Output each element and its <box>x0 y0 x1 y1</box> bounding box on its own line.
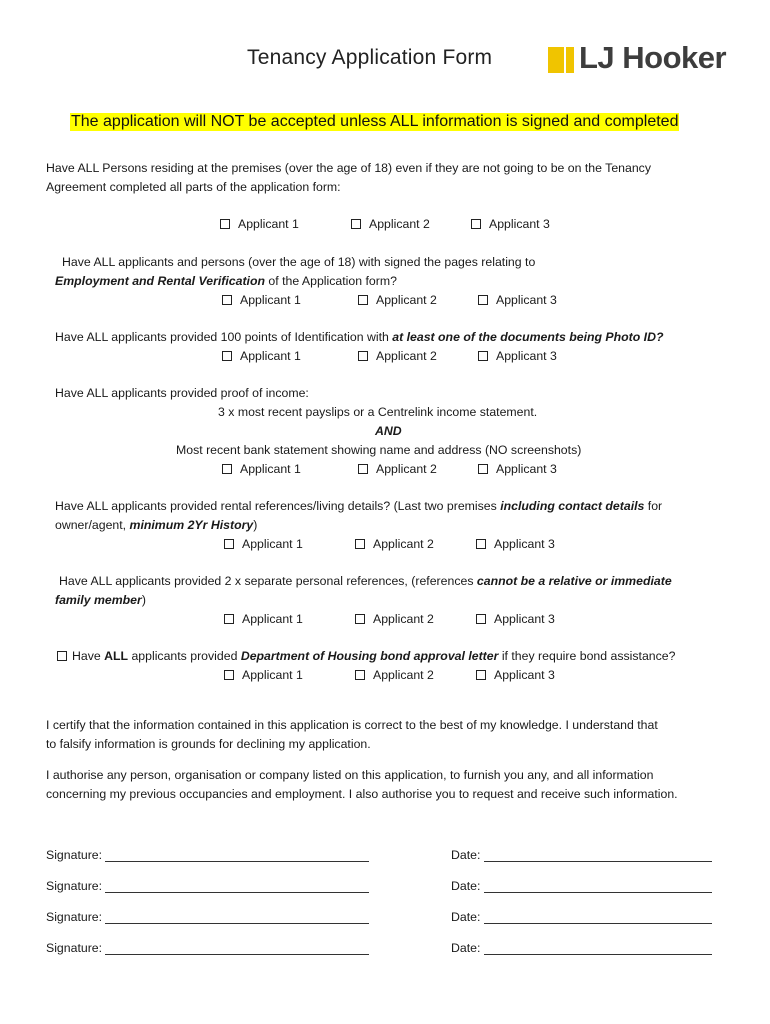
checkbox[interactable] <box>224 539 234 549</box>
certify-statement: I certify that the information contained in this application is correct to the best of my knowledge. I understand that to falsify information is grounds for declining my application. <box>46 718 658 751</box>
signature-field-1[interactable]: Signature: <box>46 846 369 865</box>
checkbox[interactable] <box>355 539 365 549</box>
date-line[interactable] <box>484 879 712 893</box>
warning-banner: The application will NOT be accepted unless ALL information is signed and completed <box>71 113 679 130</box>
q3-line2: 3 x most recent payslips or a Centrelink income statement. <box>218 405 538 419</box>
q6-line[interactable]: Have ALL applicants provided Department of Housing bond approval letter if they require bond assistance? <box>57 647 675 666</box>
q6-applicant-3[interactable]: Applicant 3 <box>476 666 555 685</box>
q6-applicant-1[interactable]: Applicant 1 <box>224 666 303 685</box>
q3-applicant-2[interactable]: Applicant 2 <box>358 460 437 479</box>
checkbox[interactable] <box>222 351 232 361</box>
checkbox[interactable] <box>224 614 234 624</box>
date-line[interactable] <box>484 848 712 862</box>
signature-line[interactable] <box>105 879 369 893</box>
date-field-1[interactable]: Date: <box>451 846 712 865</box>
authorise-statement: I authorise any person, organisation or company listed on this application, to furnish you any, and all information concerning my previous occupancies and employment. I also authorise you to request and receive such information. <box>46 768 678 801</box>
q1-applicant-2[interactable]: Applicant 2 <box>358 291 437 310</box>
q4-applicant-2[interactable]: Applicant 2 <box>355 535 434 554</box>
date-line[interactable] <box>484 941 712 955</box>
date-line[interactable] <box>484 910 712 924</box>
form-title: Tenancy Application Form <box>247 46 493 69</box>
q6-applicant-2[interactable]: Applicant 2 <box>355 666 434 685</box>
signature-field-3[interactable]: Signature: <box>46 908 369 927</box>
q2-applicant-1[interactable]: Applicant 1 <box>222 347 301 366</box>
q4-applicant-3[interactable]: Applicant 3 <box>476 535 555 554</box>
q1-line2: Employment and Rental Verification of the Application form? <box>55 274 397 288</box>
intro-applicant-1[interactable]: Applicant 1 <box>220 215 299 234</box>
q5-line2: family member) <box>55 593 146 607</box>
q3-applicant-1[interactable]: Applicant 1 <box>222 460 301 479</box>
date-field-4[interactable]: Date: <box>451 939 712 958</box>
checkbox[interactable] <box>355 614 365 624</box>
signature-field-2[interactable]: Signature: <box>46 877 369 896</box>
checkbox[interactable] <box>57 651 67 661</box>
intro-text: Have ALL Persons residing at the premises (over the age of 18) even if they are not going to be on the Tenancy Agreement completed all parts of the application form: <box>46 161 651 194</box>
signature-line[interactable] <box>105 848 369 862</box>
checkbox[interactable] <box>478 464 488 474</box>
checkbox[interactable] <box>222 295 232 305</box>
intro-applicant-2[interactable]: Applicant 2 <box>351 215 430 234</box>
q2-text: Have ALL applicants provided 100 points of Identification with at least one of the documents being Photo ID? <box>55 330 664 344</box>
checkbox[interactable] <box>476 614 486 624</box>
checkbox[interactable] <box>220 219 230 229</box>
q5-applicant-2[interactable]: Applicant 2 <box>355 610 434 629</box>
checkbox[interactable] <box>224 670 234 680</box>
date-field-2[interactable]: Date: <box>451 877 712 896</box>
checkbox[interactable] <box>351 219 361 229</box>
q5-applicant-3[interactable]: Applicant 3 <box>476 610 555 629</box>
logo-mark-icon <box>548 47 574 73</box>
intro-applicant-3[interactable]: Applicant 3 <box>471 215 550 234</box>
q1-line1: Have ALL applicants and persons (over the age of 18) with signed the pages relating to <box>62 255 536 269</box>
checkbox[interactable] <box>355 670 365 680</box>
q3-applicant-3[interactable]: Applicant 3 <box>478 460 557 479</box>
q3-and: AND <box>375 424 402 438</box>
q5-line1: Have ALL applicants provided 2 x separate personal references, (references cannot be a relative or immediate <box>59 574 672 588</box>
q1-applicant-3[interactable]: Applicant 3 <box>478 291 557 310</box>
checkbox[interactable] <box>471 219 481 229</box>
q5-applicant-1[interactable]: Applicant 1 <box>224 610 303 629</box>
checkbox[interactable] <box>358 464 368 474</box>
q3-line1: Have ALL applicants provided proof of income: <box>55 386 309 400</box>
checkbox[interactable] <box>476 539 486 549</box>
checkbox[interactable] <box>476 670 486 680</box>
q1-applicant-1[interactable]: Applicant 1 <box>222 291 301 310</box>
checkbox[interactable] <box>358 351 368 361</box>
q2-applicant-3[interactable]: Applicant 3 <box>478 347 557 366</box>
signature-field-4[interactable]: Signature: <box>46 939 369 958</box>
q4-line2: owner/agent, minimum 2Yr History) <box>55 518 258 532</box>
q3-line3: Most recent bank statement showing name and address (NO screenshots) <box>176 443 582 457</box>
checkbox[interactable] <box>478 295 488 305</box>
checkbox[interactable] <box>222 464 232 474</box>
checkbox[interactable] <box>358 295 368 305</box>
q4-applicant-1[interactable]: Applicant 1 <box>224 535 303 554</box>
signature-line[interactable] <box>105 941 369 955</box>
date-field-3[interactable]: Date: <box>451 908 712 927</box>
q2-applicant-2[interactable]: Applicant 2 <box>358 347 437 366</box>
checkbox[interactable] <box>478 351 488 361</box>
logo-text: LJ Hooker <box>579 40 727 75</box>
q4-line1: Have ALL applicants provided rental references/living details? (Last two premises including contact details for <box>55 499 663 513</box>
signature-line[interactable] <box>105 910 369 924</box>
